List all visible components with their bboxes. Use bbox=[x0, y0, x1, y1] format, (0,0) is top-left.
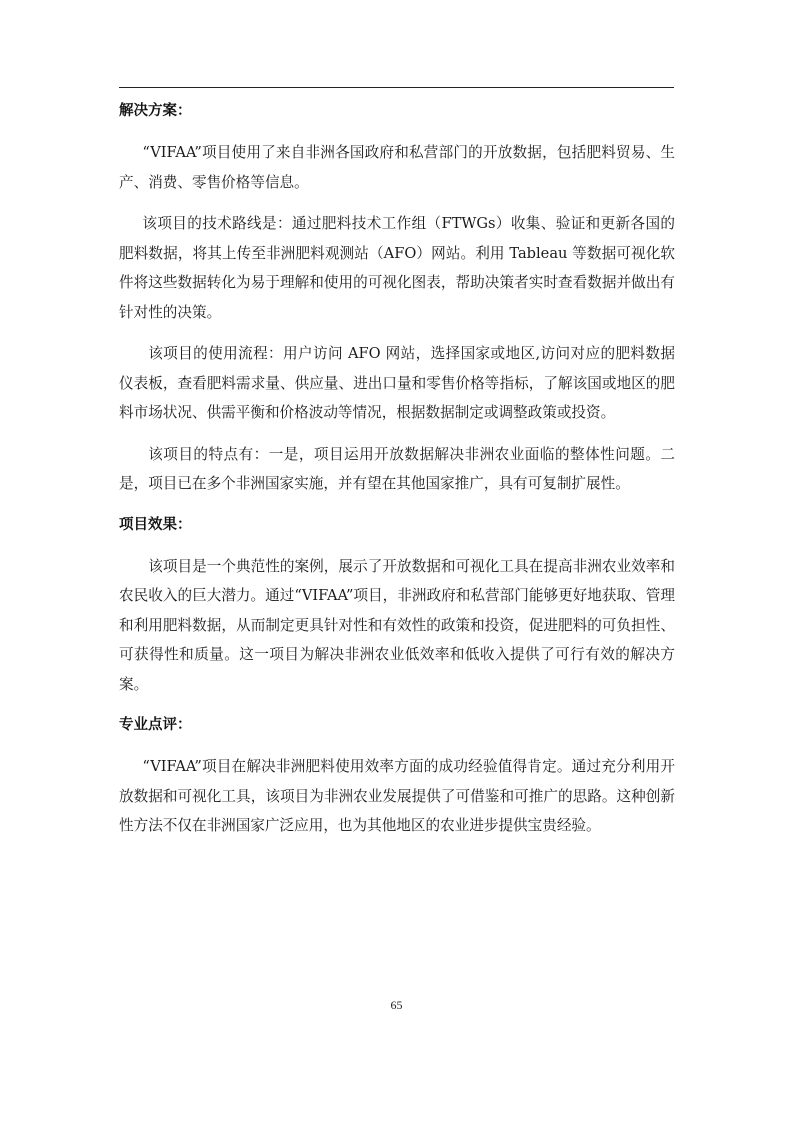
section-heading-effect: 项目效果： bbox=[119, 516, 192, 533]
page-content bbox=[119, 97, 675, 841]
section-heading-solution: 解决方案： bbox=[119, 103, 192, 119]
review-paragraph-1: “VIFAA”项目在解决非洲肥料使用效率方面的成功经验值得肯定。通过充分利用开放数据和可视化工具，该项目为非洲农业发展提供了可借鉴和可推广的思路。这种创新性方法不仅在非洲国家广泛应用，也为其他地区的农业进步提供宝贵经验。 bbox=[119, 758, 675, 834]
header-rule bbox=[119, 87, 674, 88]
effect-paragraph-1: 该项目是一个典范性的案例，展示了开放数据和可视化工具在提高非洲农业效率和农民收入的巨大潜力。通过“VIFAA”项目，非洲政府和私营部门能够更好地获取、管理和利用肥料数据，从而制定更具针对性和有效性的政策和投资，促进肥料的可负担性、可获得性和质量。这一项目为解决非洲农业低效率和低收入提供了可行有效的解决方案。 bbox=[119, 557, 675, 693]
solution-paragraph-1: “VIFAA”项目使用了来自非洲各国政府和私营部门的开放数据，包括肥料贸易、生产、消费、零售价格等信息。 bbox=[119, 144, 675, 191]
solution-paragraph-2: 该项目的技术路线是：通过肥料技术工作组（FTWGs）收集、验证和更新各国的肥料数据，将其上传至非洲肥料观测站（AFO）网站。利用 Tableau 等数据可视化软件将这些数据转化为易于理解和使用的可视化图表，帮助决策者实时查看数据并做出有针对性的决策。 bbox=[119, 215, 675, 321]
solution-paragraph-3: 该项目的使用流程：用户访问 AFO 网站，选择国家或地区,访问对应的肥料数据仪表板，查看肥料需求量、供应量、进出口量和零售价格等指标，了解该国或地区的肥料市场状况、供需平衡和价格波动等情况，根据数据制定或调整政策或投资。 bbox=[119, 345, 675, 421]
page-number: 65 bbox=[390, 998, 403, 1012]
section-heading-review: 专业点评： bbox=[119, 717, 192, 733]
solution-paragraph-4: 该项目的特点有：一是，项目运用开放数据解决非洲农业面临的整体性问题。二是，项目已在多个非洲国家实施，并有望在其他国家推广，具有可复制扩展性。 bbox=[119, 445, 675, 492]
